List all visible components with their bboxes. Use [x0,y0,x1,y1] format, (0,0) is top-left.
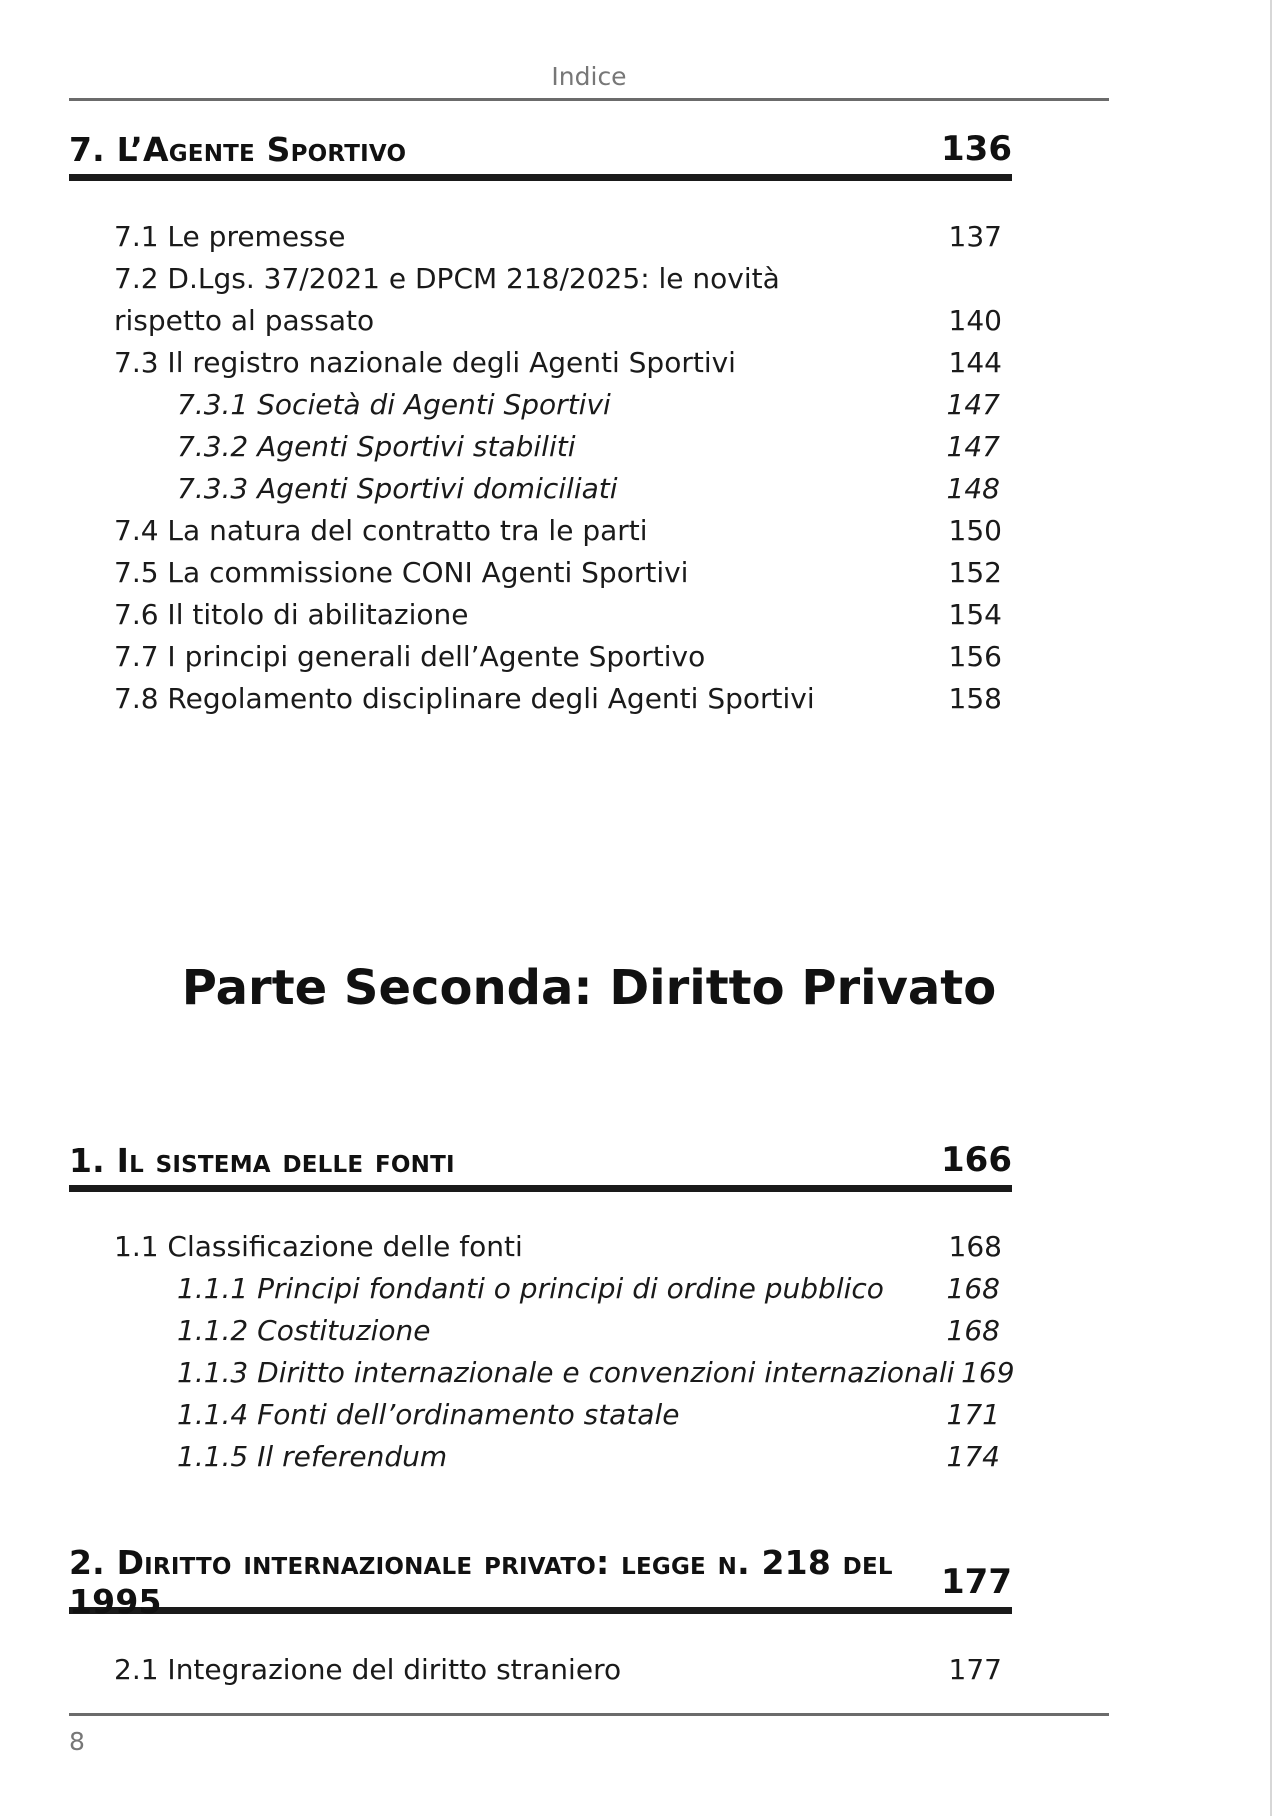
chapter-heading[interactable] [69,1135,1012,1192]
toc-list [114,216,1002,720]
toc-entry-page: 171 [946,1398,1000,1431]
toc-list [114,1226,1015,1478]
toc-entry-page: 168 [948,1230,1002,1263]
toc-entry-title: 1.1.3 Diritto internazionale e convenzioni internazionali [177,1356,955,1389]
toc-subentry[interactable] [114,426,1002,468]
toc-subentry[interactable] [114,384,1002,426]
toc-entry[interactable] [114,258,1002,300]
toc-entry-title: 7.8 Regolamento disciplinare degli Agenti Sportivi [114,682,815,715]
part-title: Parte Seconda: Diritto Privato [181,960,997,1016]
toc-entry[interactable] [114,1226,1002,1268]
toc-subentry[interactable] [114,468,1002,510]
toc-entry-title: 7.2 D.Lgs. 37/2021 e DPCM 218/2025: le novità [114,262,780,295]
toc-entry-title: 7.6 Il titolo di abilitazione [114,598,469,631]
toc-entry-title: 1.1.5 Il referendum [177,1440,448,1473]
toc-entry[interactable] [114,216,1002,258]
toc-entry-title: rispetto al passato [114,304,375,337]
toc-subentry[interactable] [114,1352,1015,1394]
toc-entry[interactable] [114,342,1002,384]
toc-entry-page: 140 [948,304,1002,337]
toc-entry-page: 169 [961,1356,1015,1389]
toc-entry-title: 2.1 Integrazione del diritto straniero [114,1653,622,1686]
toc-entry[interactable] [114,678,1002,720]
toc-entry-page: 152 [948,556,1002,589]
toc-entry-page: 137 [948,220,1002,253]
toc-entry-title: 7.7 I principi generali dell’Agente Sportivo [114,640,706,673]
toc-entry-title: 7.4 La natura del contratto tra le parti [114,514,648,547]
chapter-title: 2. Diritto internazionale privato: legge n. 218 del 1995 [69,1543,893,1621]
toc-entry-title: 1.1.4 Fonti dell’ordinamento statale [177,1398,680,1431]
toc-entry-page: 154 [948,598,1002,631]
header-rule [69,98,1109,101]
toc-entry-title: 1.1 Classificazione delle fonti [114,1230,523,1263]
toc-entry-page: 168 [946,1314,1000,1347]
toc-entry-title: 7.1 Le premesse [114,220,346,253]
toc-entry-page: 147 [946,430,1000,463]
footer-rule [69,1713,1109,1716]
toc-subentry[interactable] [114,1394,1002,1436]
toc-entry-page: 147 [946,388,1000,421]
toc-entry-title: 7.5 La commissione CONI Agenti Sportivi [114,556,689,589]
toc-entry[interactable] [114,594,1002,636]
toc-list [114,1649,1002,1691]
toc-entry-page: 156 [948,640,1002,673]
toc-subentry[interactable] [114,1268,1002,1310]
chapter-title: 7. L’Agente Sportivo [69,129,407,169]
toc-entry-page: 144 [948,346,1002,379]
toc-entry-title: 7.3.2 Agenti Sportivi stabiliti [177,430,576,463]
running-head: Indice [551,62,627,91]
toc-entry-page: 158 [948,682,1002,715]
toc-entry[interactable] [114,300,1002,342]
toc-entry-title: 7.3 Il registro nazionale degli Agenti Sportivi [114,346,736,379]
chapter-heading[interactable] [69,1543,1012,1621]
toc-subentry[interactable] [114,1436,1002,1478]
page-number: 8 [69,1727,85,1756]
toc-entry[interactable] [114,1649,1002,1691]
toc-entry-title: 7.3.3 Agenti Sportivi domiciliati [177,472,618,505]
chapter-heading[interactable] [69,124,1012,181]
toc-entry-title: 1.1.1 Principi fondanti o principi di ordine pubblico [177,1272,884,1305]
toc-subentry[interactable] [114,1310,1002,1352]
toc-entry[interactable] [114,636,1002,678]
toc-entry[interactable] [114,510,1002,552]
toc-entry[interactable] [114,552,1002,594]
toc-entry-page: 177 [948,1653,1002,1686]
chapter-page: 136 [941,129,1012,169]
chapter-page: 177 [941,1562,1012,1602]
toc-entry-title: 1.1.2 Costituzione [177,1314,431,1347]
toc-entry-title: 7.3.1 Società di Agenti Sportivi [177,388,611,421]
chapter-title: 1. Il sistema delle fonti [69,1140,455,1180]
toc-entry-page: 148 [946,472,1000,505]
toc-entry-page: 168 [946,1272,1000,1305]
chapter-page: 166 [941,1140,1012,1180]
toc-entry-page: 150 [948,514,1002,547]
toc-entry-page: 174 [946,1440,1000,1473]
